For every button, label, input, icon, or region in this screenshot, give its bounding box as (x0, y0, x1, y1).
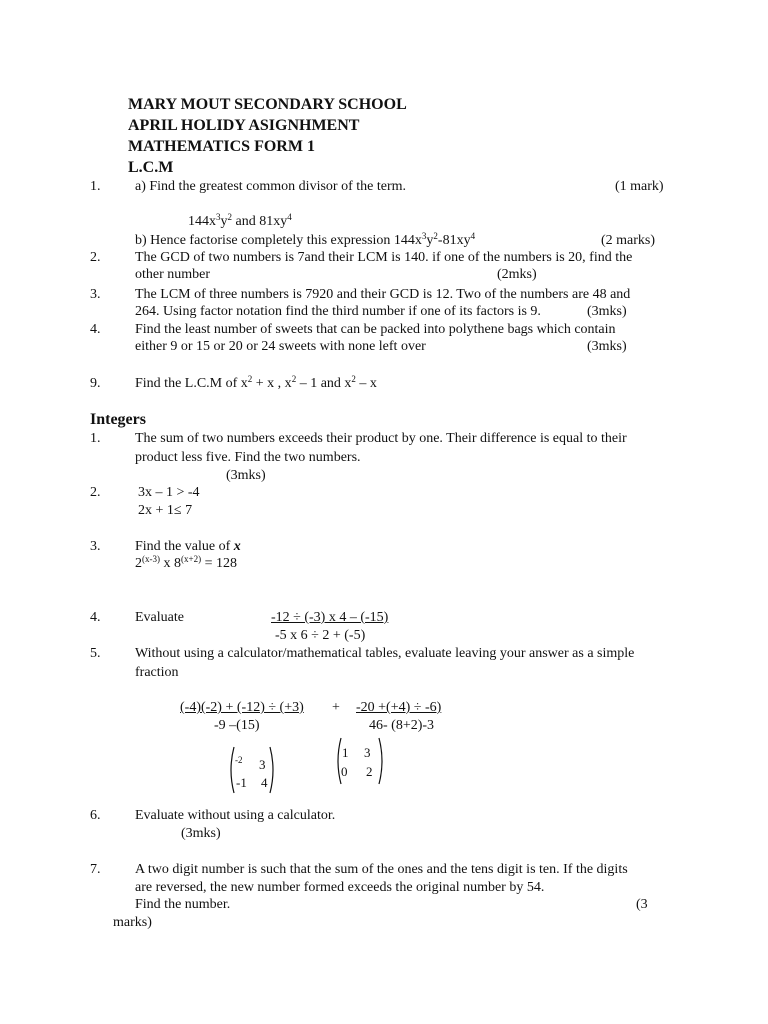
question-number: 6. (90, 808, 101, 823)
int-q2-line2: 2x + 1≤ 7 (138, 503, 193, 518)
matrix-2-cell: 2 (366, 764, 373, 779)
question-number: 5. (90, 646, 101, 661)
q3-line2: 264. Using factor notation find the third number if one of its factors is 9. (135, 304, 541, 319)
int-q4-label: Evaluate (135, 610, 184, 625)
question-number: 7. (90, 862, 101, 877)
subject-title: MATHEMATICS FORM 1 (128, 138, 315, 155)
int-q5-plus: + (332, 700, 340, 715)
question-number: 4. (90, 322, 101, 337)
q4-line1: Find the least number of sweets that can be packed into polythene bags which contain (135, 322, 616, 337)
topic-title: L.C.M (128, 159, 174, 176)
question-number: 4. (90, 610, 101, 625)
int-q5-frac1-numerator: (-4)(-2) + (-12) ÷ (+3) (180, 700, 304, 715)
q4-marks: (3mks) (587, 339, 627, 354)
int-q4-denominator: -5 x 6 ÷ 2 + (-5) (275, 628, 366, 643)
matrix-2-cell: 3 (364, 745, 371, 760)
q1b-marks: (2 marks) (601, 233, 656, 248)
q2-line2: other number (135, 267, 211, 282)
int-q7-line3: Find the number. (135, 897, 231, 912)
q1b-text: b) Hence factorise completely this expression $144x^3y^2-81xy^4$ (135, 231, 476, 248)
q2-marks: (2mks) (497, 267, 537, 282)
int-q5-line1: Without using a calculator/mathematical tables, evaluate leaving your answer as a simple (135, 646, 635, 661)
q1-term: $144x^3y^2$ and $81xy^4$ (188, 212, 292, 229)
question-number: 1. (90, 431, 101, 446)
question-number: 3. (90, 287, 101, 302)
int-q6-text: Evaluate without using a calculator. (135, 808, 336, 823)
int-q4-numerator: -12 ÷ (-3) x 4 – (-15) (271, 610, 389, 625)
int-q7-line1: A two digit number is such that the sum of the ones and the tens digit is ten. If the digits (135, 862, 628, 877)
matrix-1-cell: 3 (259, 757, 266, 772)
int-q7-marks-cont: marks) (113, 915, 152, 930)
int-q1-marks: (3mks) (226, 468, 266, 483)
matrix-1-cell: 4 (261, 775, 268, 790)
matrix-2-cell: 0 (341, 764, 348, 779)
section-title: Integers (90, 411, 146, 428)
int-q3-text: Find the value of x (135, 539, 241, 554)
int-q7-marks: (3 (636, 897, 648, 912)
int-q6-marks: (3mks) (181, 826, 221, 841)
int-q5-frac2-numerator: -20 +(+4) ÷ -6) (356, 700, 442, 715)
int-q5-frac1-denominator: -9 –(15) (214, 718, 260, 733)
int-q2-line1: 3x – 1 > -4 (138, 485, 200, 500)
int-q1-line1: The sum of two numbers exceeds their product by one. Their difference is equal to their (135, 431, 627, 446)
int-q1-line2: product less five. Find the two numbers. (135, 450, 361, 465)
question-number: 2. (90, 250, 101, 265)
int-q5-frac2-denominator: 46- (8+2)-3 (369, 718, 435, 733)
q9-text: Find the L.C.M of $x^2 + x$ , $x^2 - 1$ and $x^2$ – x (135, 374, 377, 391)
q1a-text: a) Find the greatest common divisor of the term. (135, 179, 406, 194)
q1a-marks: (1 mark) (615, 179, 664, 194)
question-number: 2. (90, 485, 101, 500)
matrix-2 (333, 736, 387, 786)
assignment-title: APRIL HOLIDY ASIGNHMENT (128, 117, 360, 134)
q4-line2: either 9 or 15 or 20 or 24 sweets with none left over (135, 339, 426, 354)
int-q7-line2: are reversed, the new number formed exceeds the original number by 54. (135, 880, 545, 895)
question-number: 9. (90, 376, 101, 391)
matrix-1-cell: -2 (235, 755, 243, 765)
question-number: 3. (90, 539, 101, 554)
int-q5-line2: fraction (135, 665, 179, 680)
question-number: 1. (90, 179, 101, 194)
matrix-2-cell: 1 (342, 745, 349, 760)
matrix-1 (226, 745, 278, 795)
matrix-1-brackets (226, 745, 278, 795)
matrix-1-cell: -1 (236, 775, 247, 790)
int-q3-equation: 2$^{(x-3)}$ x $8^{(x+2)} = 128$ (135, 554, 237, 571)
q3-marks: (3mks) (587, 304, 627, 319)
q2-line1: The GCD of two numbers is 7and their LCM is 140. if one of the numbers is 20, find the (135, 250, 633, 265)
school-name: MARY MOUT SECONDARY SCHOOL (128, 96, 407, 113)
q3-line1: The LCM of three numbers is 7920 and their GCD is 12. Two of the numbers are 48 and (135, 287, 631, 302)
